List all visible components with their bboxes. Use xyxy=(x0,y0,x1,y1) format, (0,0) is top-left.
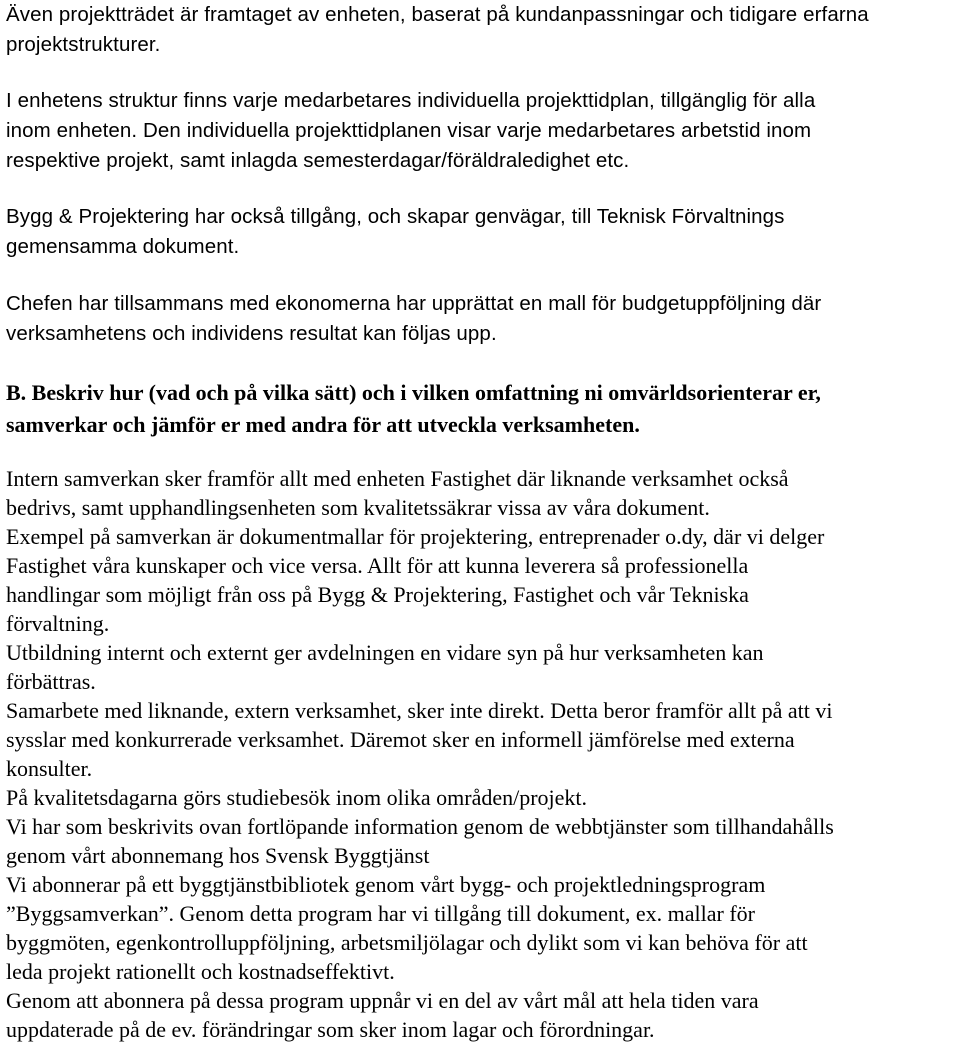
text-line: ”Byggsamverkan”. Genom detta program har vi tillgång till dokument, ex. mallar för xyxy=(6,901,756,926)
text-line: verksamhetens och individens resultat kan följas upp. xyxy=(6,322,497,345)
text-line: Samarbete med liknande, extern verksamhet, sker inte direkt. Detta beror framför allt på att vi xyxy=(6,698,833,723)
text-line: konsulter. xyxy=(6,756,93,781)
text-line: Bygg & Projektering har också tillgång, och skapar genvägar, till Teknisk Förvaltnings xyxy=(6,205,785,228)
heading-line: B. Beskriv hur (vad och på vilka sätt) och i vilken omfattning ni omvärldsorienterar er, xyxy=(6,380,821,405)
text-line: Fastighet våra kunskaper och vice versa. Allt för att kunna leverera så professionella xyxy=(6,553,749,578)
text-line: Exempel på samverkan är dokumentmallar för projektering, entreprenader o.dy, där vi delger xyxy=(6,524,825,549)
text-line: förbättras. xyxy=(6,669,96,694)
text-line: Vi abonnerar på ett byggtjänstbibliotek genom vårt bygg- och projektledningsprogram xyxy=(6,872,766,897)
text-line: På kvalitetsdagarna görs studiebesök inom olika områden/projekt. xyxy=(6,785,588,810)
text-line: respektive projekt, samt inlagda semesterdagar/föräldraledighet etc. xyxy=(6,149,630,172)
text-line: leda projekt rationellt och kostnadseffektivt. xyxy=(6,959,395,984)
text-line: genom vårt abonnemang hos Svensk Byggtjänst xyxy=(6,843,430,868)
text-line: sysslar med konkurrerade verksamhet. Däremot sker en informell jämförelse med externa xyxy=(6,727,795,752)
paragraph-budget-template xyxy=(6,289,956,349)
paragraph-individual-schedule xyxy=(6,86,956,176)
paragraph-shared-documents xyxy=(6,202,956,262)
text-line: handlingar som möjligt från oss på Bygg & Projektering, Fastighet och vår Tekniska xyxy=(6,582,749,607)
text-line: I enhetens struktur finns varje medarbetares individuella projekttidplan, tillgänglig för alla xyxy=(6,89,816,112)
text-line: gemensamma dokument. xyxy=(6,235,240,258)
text-line: projektstrukturer. xyxy=(6,33,161,56)
text-line: uppdaterade på de ev. förändringar som sker inom lagar och förordningar. xyxy=(6,1017,655,1042)
text-line: Intern samverkan sker framför allt med enheten Fastighet där liknande verksamhet också xyxy=(6,466,789,491)
answer-body xyxy=(6,464,956,1044)
text-line: byggmöten, egenkontrolluppföljning, arbetsmiljölagar och dylikt som vi kan behöva för att xyxy=(6,930,808,955)
text-line: Chefen har tillsammans med ekonomerna har upprättat en mall för budgetuppföljning där xyxy=(6,292,822,315)
heading-line: samverkar och jämför er med andra för att utveckla verksamheten. xyxy=(6,412,640,437)
text-line: bedrivs, samt upphandlingsenheten som kvalitetssäkrar vissa av våra dokument. xyxy=(6,495,710,520)
text-line: Utbildning internt och externt ger avdelningen en vidare syn på hur verksamheten kan xyxy=(6,640,764,665)
text-line: inom enheten. Den individuella projekttidplanen visar varje medarbetares arbetstid inom xyxy=(6,119,812,142)
text-line: förvaltning. xyxy=(6,611,110,636)
paragraph-project-tree xyxy=(6,0,956,60)
text-line: Även projektträdet är framtaget av enheten, baserat på kundanpassningar och tidigare erfarna xyxy=(6,3,869,26)
question-heading-b xyxy=(6,377,956,441)
text-line: Vi har som beskrivits ovan fortlöpande information genom de webbtjänster som tillhandahålls xyxy=(6,814,834,839)
text-line: Genom att abonnera på dessa program uppnår vi en del av vårt mål att hela tiden vara xyxy=(6,988,759,1013)
